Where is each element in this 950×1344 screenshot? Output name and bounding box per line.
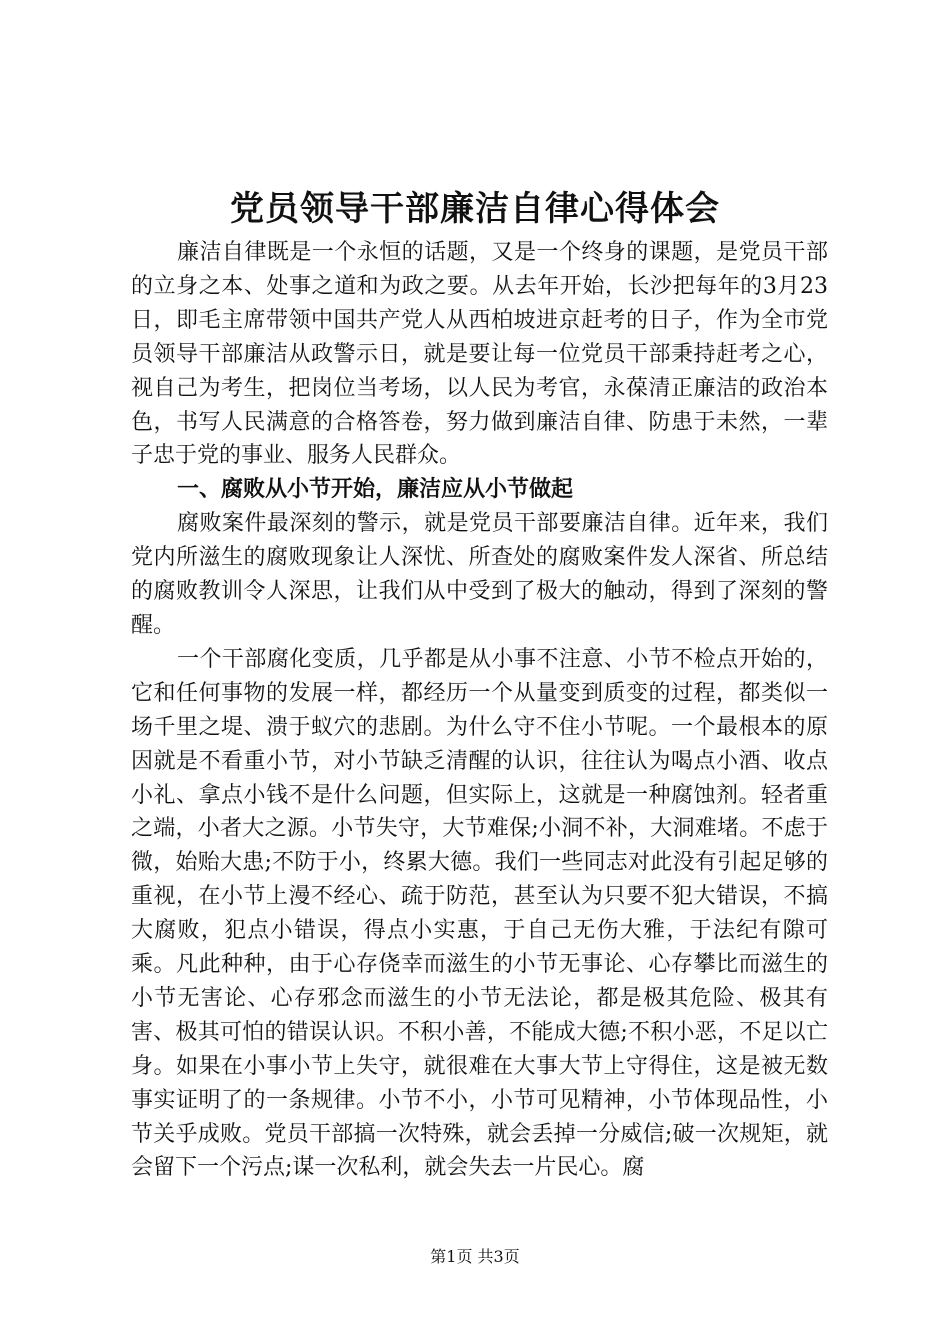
page-footer: 第1页 共3页 — [430, 1247, 520, 1266]
paragraph-warning: 腐败案件最深刻的警示，就是党员干部要廉洁自律。近年来，我们党内所滋生的腐败现象让人深忧、所查处的腐败案件发人深省、所总结的腐败教训令人深思，让我们从中受到了极大的触动，得到了深刻的警醒。 — [131, 511, 828, 638]
section-heading: 一、腐败从小节开始，廉洁应从小节做起 — [177, 477, 574, 503]
document-title: 党员领导干部廉洁自律心得体会 — [230, 189, 720, 229]
paragraph-intro: 廉洁自律既是一个永恒的话题，又是一个终身的课题，是党员干部的立身之本、处事之道和为政之要。从去年开始，长沙把每年的3月23日，即毛主席带领中国共产党人从西柏坡进京赶考的日子，作为全市党员领导干部廉洁从政警示日，就是要让每一位党员干部秉持赶考之心，视自己为考生，把岗位当考场，以人民为考官，永葆清正廉洁的政治本色，书写人民满意的合格答卷，努力做到廉洁自律、防患于未然，一辈子忠于党的事业、服务人民群众。 — [131, 240, 828, 469]
paragraph-small-details: 一个干部腐化变质，几乎都是从小事不注意、小节不检点开始的，它和任何事物的发展一样，都经历一个从量变到质变的过程，都类似一场千里之堤、溃于蚁穴的悲剧。为什么守不住小节呢。一个最根本的原因就是不看重小节，对小节缺乏清醒的认识，往往认为喝点小酒、收点小礼、拿点小钱不是什么问题，但实际上，这就是一种腐蚀剂。轻者重之端，小者大之源。小节失守，大节难保;小洞不补，大洞难堵。不虑于微，始贻大患;不防于小，终累大德。我们一些同志对此没有引起足够的重视，在小节上漫不经心、疏于防范，甚至认为只要不犯大错误，不搞大腐败，犯点小错误，得点小实惠，于自己无伤大雅，于法纪有隙可乘。凡此种种，由于心存侥幸而滋生的小节无事论、心存攀比而滋生的小节无害论、心存邪念而滋生的小节无法论，都是极其危险、极其有害、极其可怕的错误认识。不积小善，不能成大德;不积小恶，不足以亡身。如果在小事小节上失守，就很难在大事大节上守得住，这是被无数事实证明了的一条规律。小节不小，小节可见精神，小节体现品性，小节关乎成败。党员干部搞一次特殊，就会丢掉一分威信;破一次规矩，就会留下一个污点;谋一次私利，就会失去一片民心。腐 — [131, 646, 828, 1181]
document-body — [131, 236, 828, 1185]
